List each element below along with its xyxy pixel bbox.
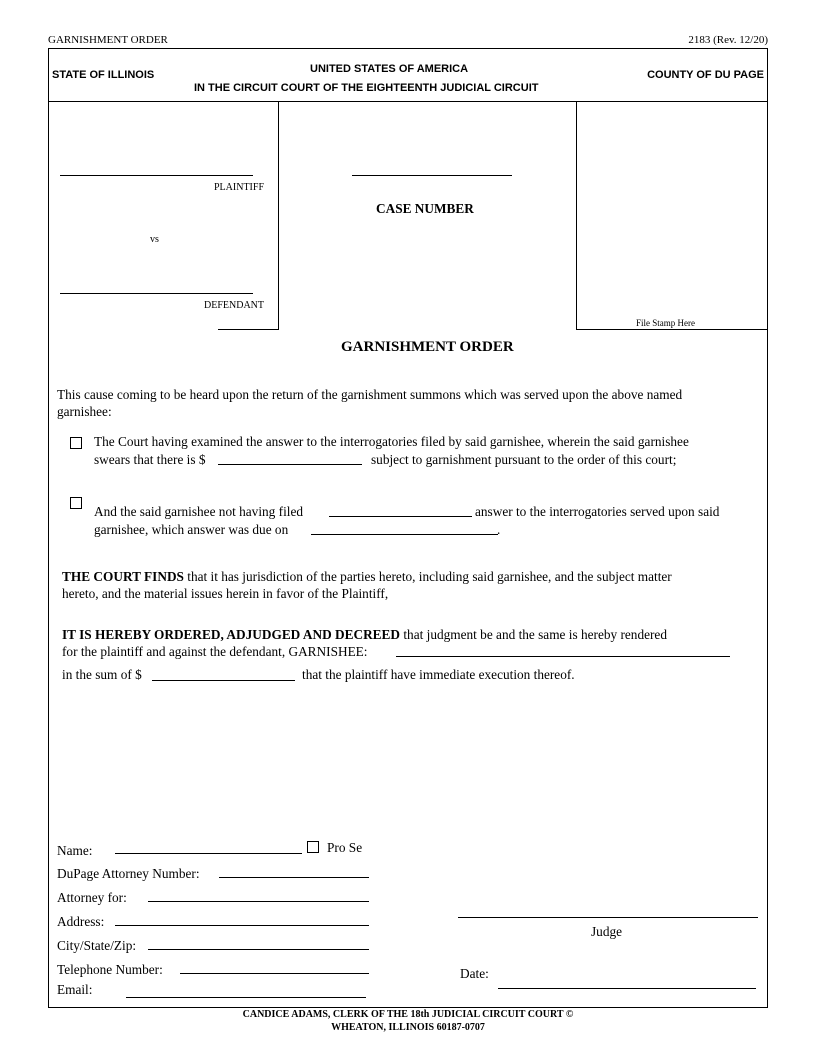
findings-line-2: hereto, and the material issues herein in favor of the Plaintiff, <box>62 586 389 601</box>
pro-se-checkbox[interactable] <box>307 841 319 853</box>
defendant-field[interactable] <box>60 293 253 294</box>
judge-label: Judge <box>591 924 623 939</box>
date-field[interactable] <box>498 988 756 989</box>
footer-address: WHEATON, ILLINOIS 60187-0707 <box>331 1022 485 1033</box>
state-label: STATE OF ILLINOIS <box>52 69 155 81</box>
option2-line-2b: . <box>497 522 501 537</box>
judgment-amount-field[interactable] <box>152 680 295 681</box>
name-label: Name: <box>57 843 93 858</box>
footer-clerk: CANDICE ADAMS, CLERK OF THE 18th JUDICIAL CIRCUIT COURT © <box>242 1009 574 1020</box>
order-line-3a: in the sum of $ <box>62 667 142 682</box>
phone-field[interactable] <box>180 973 369 974</box>
garnishee-name-field[interactable] <box>396 656 730 657</box>
intro-line-2: garnishee: <box>57 404 112 419</box>
option1-line-1: The Court having examined the answer to the interrogatories filed by said garnishee, wherein the said garnishee <box>94 434 689 449</box>
pro-se-label: Pro Se <box>327 840 363 855</box>
county-label: COUNTY OF DU PAGE <box>647 69 764 81</box>
judge-signature-field[interactable] <box>458 917 758 918</box>
no-answer-checkbox[interactable] <box>70 497 82 509</box>
plaintiff-label: PLAINTIFF <box>214 182 265 193</box>
option1-line-2a: swears that there is $ <box>94 452 206 467</box>
attorney-for-label: Attorney for: <box>57 890 127 905</box>
option2-line-1b: answer to the interrogatories served upon said <box>475 504 720 519</box>
file-stamp-label: File Stamp Here <box>636 318 695 328</box>
phone-label: Telephone Number: <box>57 962 163 977</box>
caption-right-border <box>278 101 279 330</box>
dupage-number-label: DuPage Attorney Number: <box>57 866 200 881</box>
email-label: Email: <box>57 982 93 997</box>
email-field[interactable] <box>126 997 366 998</box>
document-title: GARNISHMENT ORDER <box>341 339 514 355</box>
order-line-1 <box>62 626 667 643</box>
address-label: Address: <box>57 914 105 929</box>
form-number: 2183 (Rev. 12/20) <box>688 34 768 46</box>
case-number-field[interactable] <box>352 175 512 176</box>
defendant-label: DEFENDANT <box>204 300 264 311</box>
circuit-label: IN THE CIRCUIT COURT OF THE EIGHTEENTH JUDICIAL CIRCUIT <box>194 82 539 94</box>
findings-text: that it has jurisdiction of the parties hereto, including said garnishee, and the subject matter <box>183 569 672 584</box>
country-label: UNITED STATES OF AMERICA <box>310 63 469 75</box>
option1-line-2b: subject to garnishment pursuant to the order of this court; <box>371 452 677 467</box>
caption-bottom-tick <box>218 329 279 330</box>
city-label: City/State/Zip: <box>57 938 137 953</box>
name-field[interactable] <box>115 853 302 854</box>
not-filed-field[interactable] <box>329 516 472 517</box>
file-stamp-box <box>576 101 768 330</box>
findings-lead: THE COURT FINDS <box>62 569 184 584</box>
answer-filed-checkbox[interactable] <box>70 437 82 449</box>
garnishable-amount-field[interactable] <box>218 464 362 465</box>
answer-due-date-field[interactable] <box>311 534 498 535</box>
form-name-header: GARNISHMENT ORDER <box>48 34 168 46</box>
address-field[interactable] <box>115 925 369 926</box>
order-line-3b: that the plaintiff have immediate execution thereof. <box>302 667 575 682</box>
order-lead: IT IS HEREBY ORDERED, ADJUDGED AND DECREED <box>62 627 401 642</box>
option2-line-1a: And the said garnishee not having filed <box>94 504 304 519</box>
order-line-2: for the plaintiff and against the defendant, GARNISHEE: <box>62 644 368 659</box>
city-field[interactable] <box>148 949 369 950</box>
attorney-for-field[interactable] <box>148 901 369 902</box>
plaintiff-field[interactable] <box>60 175 253 176</box>
case-number-label: CASE NUMBER <box>376 201 474 216</box>
option2-line-2a: garnishee, which answer was due on <box>94 522 289 537</box>
order-text: that judgment be and the same is hereby rendered <box>400 627 667 642</box>
vs-label: vs <box>150 234 159 245</box>
dupage-number-field[interactable] <box>219 877 369 878</box>
intro-line-1: This cause coming to be heard upon the return of the garnishment summons which was served upon the above named <box>57 387 683 402</box>
findings-line-1 <box>62 568 672 585</box>
date-label: Date: <box>460 966 489 981</box>
